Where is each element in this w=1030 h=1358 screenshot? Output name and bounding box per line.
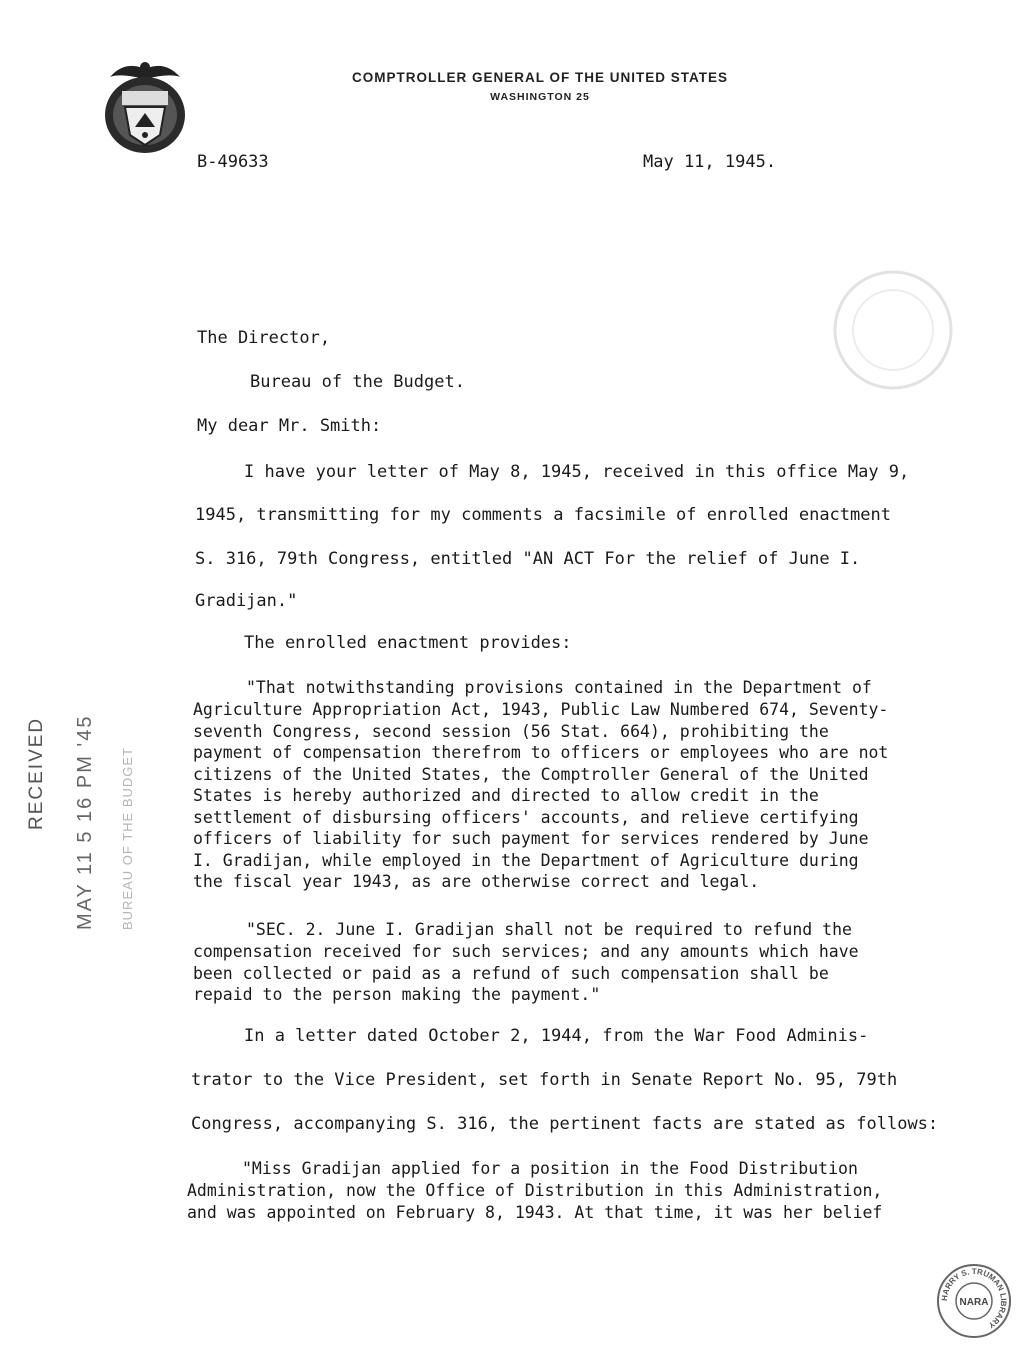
quote2-line: repaid to the person making the payment.": [193, 985, 601, 1004]
quote1-line: I. Gradijan, while employed in the Department of Agriculture during: [193, 850, 859, 870]
quote1-line: seventh Congress, second session (56 Stat. 664), prohibiting the: [193, 721, 829, 741]
received-office: BUREAU OF THE BUDGET: [120, 746, 135, 930]
quote1-line: settlement of disbursing officers' accounts, and relieve certifying: [193, 807, 859, 827]
para3-line3: Congress, accompanying S. 316, the pertinent facts are stated as follows:: [191, 1114, 939, 1134]
quote1-line: citizens of the United States, the Comptroller General of the United: [193, 764, 869, 784]
address-line2: Bureau of the Budget.: [250, 372, 465, 392]
quote1-line: payment of compensation therefrom to officers or employees who are not: [193, 743, 889, 762]
nara-library-stamp: [935, 1262, 1013, 1340]
letter-date: May 11, 1945.: [643, 152, 777, 172]
quote3: [242, 1158, 858, 1180]
quote2-body: [193, 941, 859, 1006]
archive-stamp-icon: [828, 265, 958, 395]
para3-line2: trator to the Vice President, set forth in Senate Report No. 95, 79th: [191, 1070, 898, 1090]
quote2-line: "SEC. 2. June I. Gradijan shall not be required to refund the: [246, 920, 852, 939]
quote1-line: officers of liability for such payment for services rendered by June: [193, 829, 869, 848]
nara-center-text: NARA: [959, 1297, 989, 1308]
quote1-body: [193, 699, 888, 893]
para3-line1: In a letter dated October 2, 1944, from the War Food Adminis-: [244, 1026, 869, 1046]
para1-line4: Gradijan.": [195, 591, 298, 611]
received-datetime: MAY 11 5 16 PM '45: [74, 714, 96, 930]
letterhead: [300, 70, 780, 103]
quote1-line: the fiscal year 1943, as are otherwise correct and legal.: [193, 872, 760, 891]
nara-ring-text: HARRY S. TRUMAN LIBRARY: [939, 1266, 1009, 1330]
para1-line1: I have your letter of May 8, 1945, received in this office May 9,: [244, 462, 910, 482]
para1-line2: 1945, transmitting for my comments a facsimile of enrolled enactment: [195, 505, 891, 525]
quote3-line: and was appointed on February 8, 1943. At that time, it was her belief: [187, 1202, 883, 1222]
quote1-line: States is hereby authorized and directed to allow credit in the: [193, 786, 819, 805]
quote2-line: been collected or paid as a refund of such compensation shall be: [193, 963, 829, 983]
received-label: RECEIVED: [26, 716, 47, 830]
address-line1: The Director,: [197, 328, 331, 348]
nara-stamp-icon: [935, 1262, 1013, 1340]
received-stamp: [10, 690, 140, 930]
quote1-line: Agriculture Appropriation Act, 1943, Public Law Numbered 674, Seventy-: [193, 700, 889, 719]
quote1-line: "That notwithstanding provisions contained in the Department of: [246, 678, 872, 697]
para1-line3: S. 316, 79th Congress, entitled "AN ACT For the relief of June I.: [195, 549, 861, 569]
quote3-line: "Miss Gradijan applied for a position in the Food Distribution: [242, 1159, 858, 1178]
quote3-body: [187, 1180, 882, 1223]
quote1: [246, 677, 872, 699]
salutation: My dear Mr. Smith:: [197, 416, 382, 436]
comptroller-seal-icon: [100, 55, 190, 155]
letterhead-city: WASHINGTON 25: [490, 91, 590, 103]
para2: The enrolled enactment provides:: [244, 633, 572, 653]
quote2-line: compensation received for such services; and any amounts which have: [193, 942, 859, 961]
quote2: [246, 919, 852, 941]
letterhead-title: COMPTROLLER GENERAL OF THE UNITED STATES: [351, 70, 728, 85]
reference-number: B-49633: [197, 152, 269, 172]
quote3-line: Administration, now the Office of Distribution in this Administration,: [187, 1181, 883, 1200]
